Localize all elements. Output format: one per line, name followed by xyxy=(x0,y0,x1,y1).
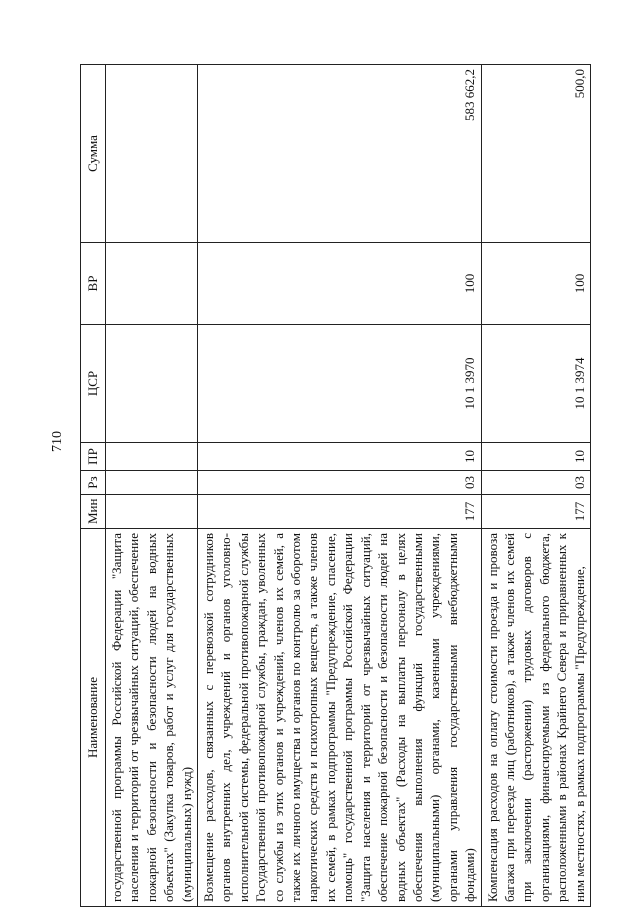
row-min: 177 xyxy=(198,495,482,529)
row-sum: 500,0 xyxy=(481,65,590,243)
row-rz: 03 xyxy=(481,471,590,495)
row-vr: 100 xyxy=(481,243,590,325)
budget-table-sheet xyxy=(80,65,610,907)
rotated-page xyxy=(80,65,610,907)
header-csr: ЦСР xyxy=(81,325,106,443)
row-min xyxy=(106,495,198,529)
table-row xyxy=(106,65,198,907)
row-csr: 10 1 3974 xyxy=(481,325,590,443)
row-min: 177 xyxy=(481,495,590,529)
table-row xyxy=(198,65,482,907)
row-name: Компенсация расходов на оплату стоимости проезда и провоза багажа при переезде лиц (работников), а также членов их семей при заключении (расторжении) трудовых договоров с организациями, финансируемыми из федерального бюджета, расположенными в районах Крайнего Севера и приравненных к ним местностях, в рамках подпрограммы "Предупреждение, xyxy=(481,529,590,907)
row-rz xyxy=(106,471,198,495)
row-name: государственной программы Российской Федерации "Защита населения и территорий от чрезвычайных ситуаций, обеспечение пожарной безопасности и безопасности людей на водных объектах" (Закупка товаров, работ и услуг для государственных (муниципальных) нужд) xyxy=(106,529,198,907)
row-name: Возмещение расходов, связанных с перевозкой сотрудников органов внутренних дел, учреждений и органов уголовно-исполнительной системы, федеральной противопожарной службы Государственной противопожарной службы, граждан, уволенных со службы из этих органов и учреждений, членов их семей, а также их личного имущества и органов по контролю за оборотом наркотических средств и психотропных веществ, а также членов их семей, в рамках подпрограммы "Предупреждение, спасение, помощь" государственной программы Российской Федерации "Защита населения и территорий от чрезвычайных ситуаций, обеспечение пожарной безопасности и безопасности людей на водных объектах" (Расходы на выплаты персоналу в целях обеспечения выполнения функций государственными (муниципальными) органами, казенными учреждениями, органами управления государственными внебюджетными фондами) xyxy=(198,529,482,907)
row-pr: 10 xyxy=(481,443,590,471)
header-min: Мин xyxy=(81,495,106,529)
header-sum: Сумма xyxy=(81,65,106,243)
header-pr: ПР xyxy=(81,443,106,471)
row-vr xyxy=(106,243,198,325)
row-sum: 583 662,2 xyxy=(198,65,482,243)
header-vr: ВР xyxy=(81,243,106,325)
row-pr xyxy=(106,443,198,471)
budget-table xyxy=(80,64,591,907)
row-csr: 10 1 3970 xyxy=(198,325,482,443)
header-name: Наименование xyxy=(81,529,106,907)
table-header xyxy=(81,65,106,907)
row-rz: 03 xyxy=(198,471,482,495)
header-rz: Рз xyxy=(81,471,106,495)
row-vr: 100 xyxy=(198,243,482,325)
header-row xyxy=(81,65,106,907)
row-sum xyxy=(106,65,198,243)
page-number: 710 xyxy=(50,431,65,452)
row-csr xyxy=(106,325,198,443)
table-row xyxy=(481,65,590,907)
row-pr: 10 xyxy=(198,443,482,471)
